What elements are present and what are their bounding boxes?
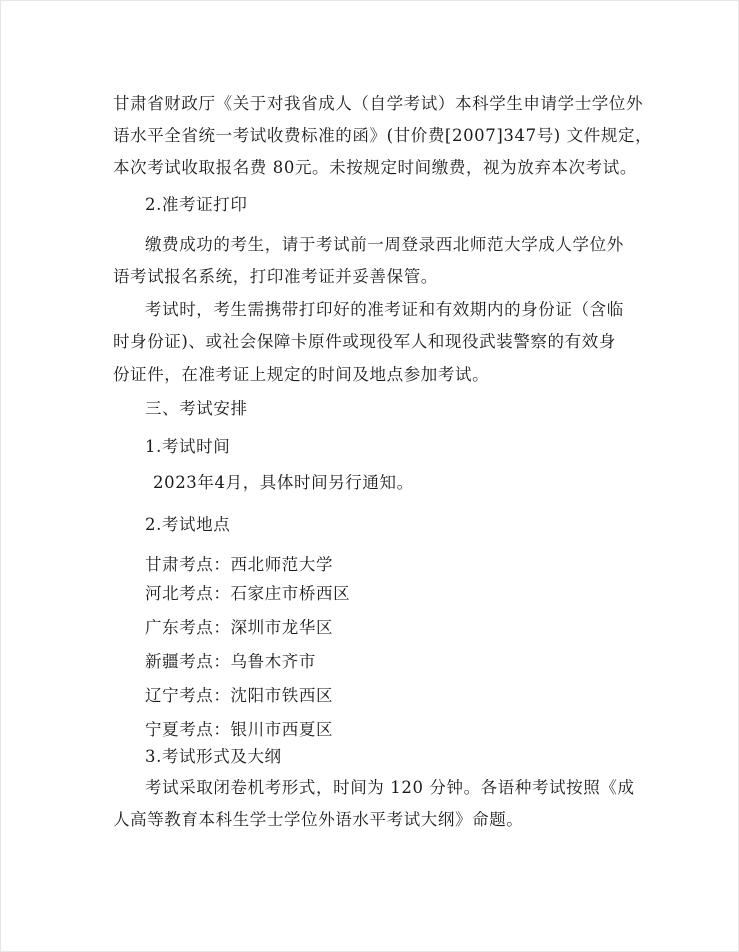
text-line: 份证件，在准考证上规定的时间及地点参加考试。	[113, 365, 490, 384]
location-item: 河北考点：石家庄市桥西区	[145, 584, 351, 603]
text-line: 考试时，考生需携带打印好的准考证和有效期内的身份证（含临	[145, 300, 624, 319]
section-heading-time: 1.考试时间	[145, 437, 231, 456]
text-line: 缴费成功的考生，请于考试前一周登录西北师范大学成人学位外	[145, 235, 624, 254]
section-heading-location: 2.考试地点	[145, 515, 231, 534]
text-line: 2023年4月，具体时间另行通知。	[153, 473, 414, 492]
section-heading-arrangement: 三、考试安排	[145, 399, 248, 418]
section-heading-ticket: 2.准考证打印	[145, 195, 248, 214]
location-item: 广东考点：深圳市龙华区	[145, 618, 334, 637]
location-item: 辽宁考点：沈阳市铁西区	[145, 686, 334, 705]
text-line: 语考试报名系统，打印准考证并妥善保管。	[113, 267, 438, 286]
text-line: 甘肃省财政厅《关于对我省成人（自学考试）本科学生申请学士学位外	[113, 94, 644, 113]
section-heading-format: 3.考试形式及大纲	[145, 747, 282, 766]
text-line: 考试采取闭卷机考形式，时间为 120 分钟。各语种考试按照《成	[145, 778, 635, 797]
text-line: 本次考试收取报名费 80元。未按规定时间缴费，视为放弃本次考试。	[113, 158, 637, 177]
text-line: 人高等教育本科生学士学位外语水平考试大纲》命题。	[113, 810, 524, 829]
location-item: 甘肃考点：西北师范大学	[145, 555, 334, 574]
text-line: 语水平全省统一考试收费标准的函》(甘价费[2007]347号) 文件规定，	[113, 126, 653, 145]
location-item: 新疆考点：乌鲁木齐市	[145, 652, 316, 671]
location-item: 宁夏考点：银川市西夏区	[145, 720, 334, 739]
text-line: 时身份证)、或社会保障卡原件或现役军人和现役武装警察的有效身	[113, 332, 616, 351]
